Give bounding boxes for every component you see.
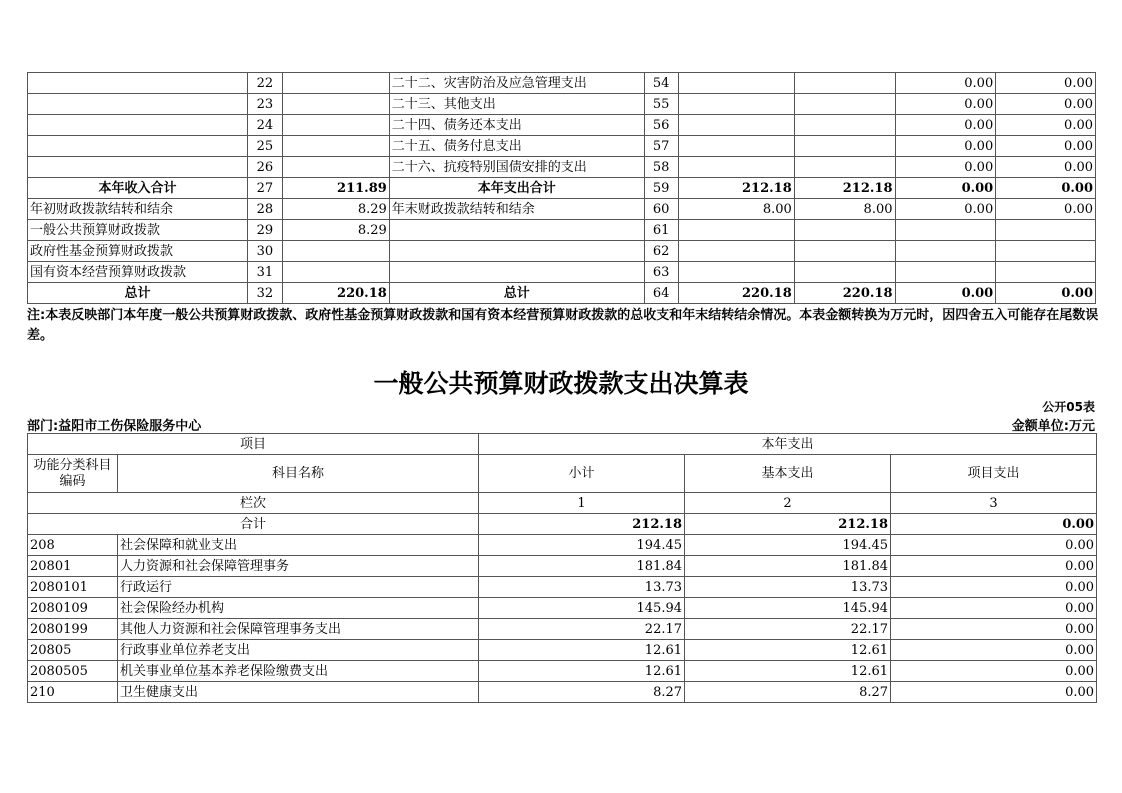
income-item-label [28,157,248,178]
expense-state-capital: 0.00 [996,115,1096,136]
income-amount: 8.29 [282,220,389,241]
column-number-3: 3 [891,493,1097,514]
expense-line-number: 54 [644,73,678,94]
income-item-label [28,73,248,94]
header-year-expenditure: 本年支出 [479,434,1097,455]
income-amount: 220.18 [282,283,389,304]
subject-name: 机关事业单位基本养老保险缴费支出 [118,661,479,682]
income-line-number: 31 [247,262,282,283]
income-line-number: 28 [247,199,282,220]
income-line-number: 23 [247,94,282,115]
table-row [28,640,1097,661]
income-line-number: 22 [247,73,282,94]
expense-item-label [389,220,644,241]
expense-line-number: 55 [644,94,678,115]
table-row [28,157,1096,178]
table-row [28,682,1097,703]
header-function-code: 功能分类科目编码 [28,455,118,493]
header-basic-expenditure: 基本支出 [685,455,891,493]
expense-line-number: 61 [644,220,678,241]
table-row [28,115,1096,136]
expense-item-label: 本年支出合计 [389,178,644,199]
amount-unit-label: 金额单位:万元 [1011,419,1095,434]
expense-government-fund: 0.00 [895,94,996,115]
project-amount: 0.00 [891,556,1097,577]
expense-total [678,115,794,136]
expense-government-fund: 0.00 [895,73,996,94]
expense-general-budget: 212.18 [794,178,895,199]
income-item-label: 总计 [28,283,248,304]
expense-general-budget: 8.00 [794,199,895,220]
income-amount: 8.29 [282,199,389,220]
expense-government-fund [895,241,996,262]
expense-state-capital [996,262,1096,283]
income-line-number: 26 [247,157,282,178]
income-line-number: 27 [247,178,282,199]
income-expense-table [27,72,1096,304]
expense-general-budget [794,115,895,136]
function-code: 2080109 [28,598,118,619]
header-subtotal: 小计 [479,455,685,493]
subtotal-amount: 12.61 [479,661,685,682]
expenditure-table [27,433,1097,703]
subject-name: 其他人力资源和社会保障管理事务支出 [118,619,479,640]
table-row [28,619,1097,640]
income-item-label [28,115,248,136]
income-amount: 211.89 [282,178,389,199]
table-row [28,535,1097,556]
expense-total [678,157,794,178]
table-row [28,262,1096,283]
basic-amount: 145.94 [685,598,891,619]
expense-line-number: 57 [644,136,678,157]
expense-line-number: 59 [644,178,678,199]
table-row [28,94,1096,115]
expense-total [678,220,794,241]
subject-name: 行政事业单位养老支出 [118,640,479,661]
project-amount: 0.00 [891,682,1097,703]
expense-line-number: 60 [644,199,678,220]
column-number-2: 2 [685,493,891,514]
subject-name: 社会保险经办机构 [118,598,479,619]
expense-government-fund: 0.00 [895,136,996,157]
table-note: 注:本表反映部门本年度一般公共预算财政拨款、政府性基金预算财政拨款和国有资本经营预算财政拨款的总收支和年末结转结余情况。本表金额转换为万元时，因四舍五入可能存在尾数误差。 [27,308,1099,343]
expense-state-capital: 0.00 [996,178,1096,199]
total-row [28,514,1097,535]
income-item-label [28,94,248,115]
income-line-number: 24 [247,115,282,136]
expense-line-number: 58 [644,157,678,178]
expense-general-budget: 220.18 [794,283,895,304]
expense-general-budget [794,94,895,115]
table-row [28,241,1096,262]
income-expense-table-body [28,73,1096,304]
expense-total: 8.00 [678,199,794,220]
table-row [28,661,1097,682]
expense-item-label [389,241,644,262]
expense-total [678,241,794,262]
income-line-number: 32 [247,283,282,304]
expense-line-number: 63 [644,262,678,283]
function-code: 2080199 [28,619,118,640]
header-project-expenditure: 项目支出 [891,455,1097,493]
expense-state-capital: 0.00 [996,157,1096,178]
income-item-label: 政府性基金预算财政拨款 [28,241,248,262]
project-amount: 0.00 [891,661,1097,682]
income-amount [282,115,389,136]
subtotal-amount: 22.17 [479,619,685,640]
income-item-label: 国有资本经营预算财政拨款 [28,262,248,283]
project-amount: 0.00 [891,619,1097,640]
subtotal-amount: 181.84 [479,556,685,577]
basic-amount: 181.84 [685,556,891,577]
expense-general-budget [794,73,895,94]
income-amount [282,73,389,94]
function-code: 20801 [28,556,118,577]
expense-state-capital: 0.00 [996,94,1096,115]
income-item-label: 一般公共预算财政拨款 [28,220,248,241]
project-amount: 0.00 [891,535,1097,556]
expense-line-number: 64 [644,283,678,304]
column-number-1: 1 [479,493,685,514]
expense-general-budget [794,136,895,157]
column-number-row [28,493,1097,514]
function-code: 208 [28,535,118,556]
expenditure-table-body [28,434,1097,703]
basic-amount: 13.73 [685,577,891,598]
table-row [28,220,1096,241]
income-amount [282,157,389,178]
expense-item-label: 二十三、其他支出 [389,94,644,115]
column-row-label: 栏次 [28,493,479,514]
total-label: 合计 [28,514,479,535]
subtotal-amount: 8.27 [479,682,685,703]
subject-name: 卫生健康支出 [118,682,479,703]
function-code: 20805 [28,640,118,661]
income-amount [282,262,389,283]
basic-amount: 12.61 [685,661,891,682]
basic-amount: 8.27 [685,682,891,703]
expense-total [678,94,794,115]
subject-name: 社会保障和就业支出 [118,535,479,556]
project-amount: 0.00 [891,577,1097,598]
expense-state-capital: 0.00 [996,283,1096,304]
expense-state-capital [996,220,1096,241]
total-basic: 212.18 [685,514,891,535]
expense-item-label: 二十五、债务付息支出 [389,136,644,157]
income-line-number: 30 [247,241,282,262]
total-project: 0.00 [891,514,1097,535]
expense-item-label: 二十四、债务还本支出 [389,115,644,136]
function-code: 2080101 [28,577,118,598]
expense-item-label: 二十二、灾害防治及应急管理支出 [389,73,644,94]
subject-name: 行政运行 [118,577,479,598]
expense-government-fund: 0.00 [895,157,996,178]
expense-government-fund [895,220,996,241]
header-item: 项目 [28,434,479,455]
expense-general-budget [794,157,895,178]
expense-item-label: 年末财政拨款结转和结余 [389,199,644,220]
income-line-number: 25 [247,136,282,157]
function-code: 2080505 [28,661,118,682]
table-row [28,283,1096,304]
expense-general-budget [794,262,895,283]
expense-government-fund: 0.00 [895,283,996,304]
expense-government-fund: 0.00 [895,178,996,199]
expense-line-number: 62 [644,241,678,262]
table-row [28,73,1096,94]
expense-total: 220.18 [678,283,794,304]
department-label: 部门:益阳市工伤保险服务中心 [27,419,202,434]
expense-government-fund: 0.00 [895,115,996,136]
expense-state-capital: 0.00 [996,73,1096,94]
table-row [28,556,1097,577]
table-row [28,199,1096,220]
expense-total [678,73,794,94]
table-row [28,178,1096,199]
subtotal-amount: 145.94 [479,598,685,619]
basic-amount: 12.61 [685,640,891,661]
expense-general-budget [794,220,895,241]
header-subject-name: 科目名称 [118,455,479,493]
expense-state-capital: 0.00 [996,136,1096,157]
expense-total [678,262,794,283]
table-row [28,598,1097,619]
page-title: 一般公共预算财政拨款支出决算表 [373,369,749,398]
project-amount: 0.00 [891,598,1097,619]
project-amount: 0.00 [891,640,1097,661]
expense-state-capital: 0.00 [996,199,1096,220]
form-code: 公开05表 [1042,400,1095,414]
subject-name: 人力资源和社会保障管理事务 [118,556,479,577]
income-line-number: 29 [247,220,282,241]
header-row-1 [28,434,1097,455]
expense-government-fund: 0.00 [895,199,996,220]
expense-item-label: 二十六、抗疫特别国债安排的支出 [389,157,644,178]
subtotal-amount: 12.61 [479,640,685,661]
basic-amount: 22.17 [685,619,891,640]
subtotal-amount: 194.45 [479,535,685,556]
income-item-label: 年初财政拨款结转和结余 [28,199,248,220]
function-code: 210 [28,682,118,703]
income-item-label [28,136,248,157]
header-row-2 [28,455,1097,493]
income-amount [282,241,389,262]
expense-line-number: 56 [644,115,678,136]
expense-government-fund [895,262,996,283]
expense-total: 212.18 [678,178,794,199]
expense-general-budget [794,241,895,262]
income-item-label: 本年收入合计 [28,178,248,199]
income-amount [282,136,389,157]
income-amount [282,94,389,115]
subtotal-amount: 13.73 [479,577,685,598]
expense-state-capital [996,241,1096,262]
expense-item-label: 总计 [389,283,644,304]
table-row [28,136,1096,157]
table-row [28,577,1097,598]
basic-amount: 194.45 [685,535,891,556]
expense-item-label [389,262,644,283]
total-subtotal: 212.18 [479,514,685,535]
expense-total [678,136,794,157]
